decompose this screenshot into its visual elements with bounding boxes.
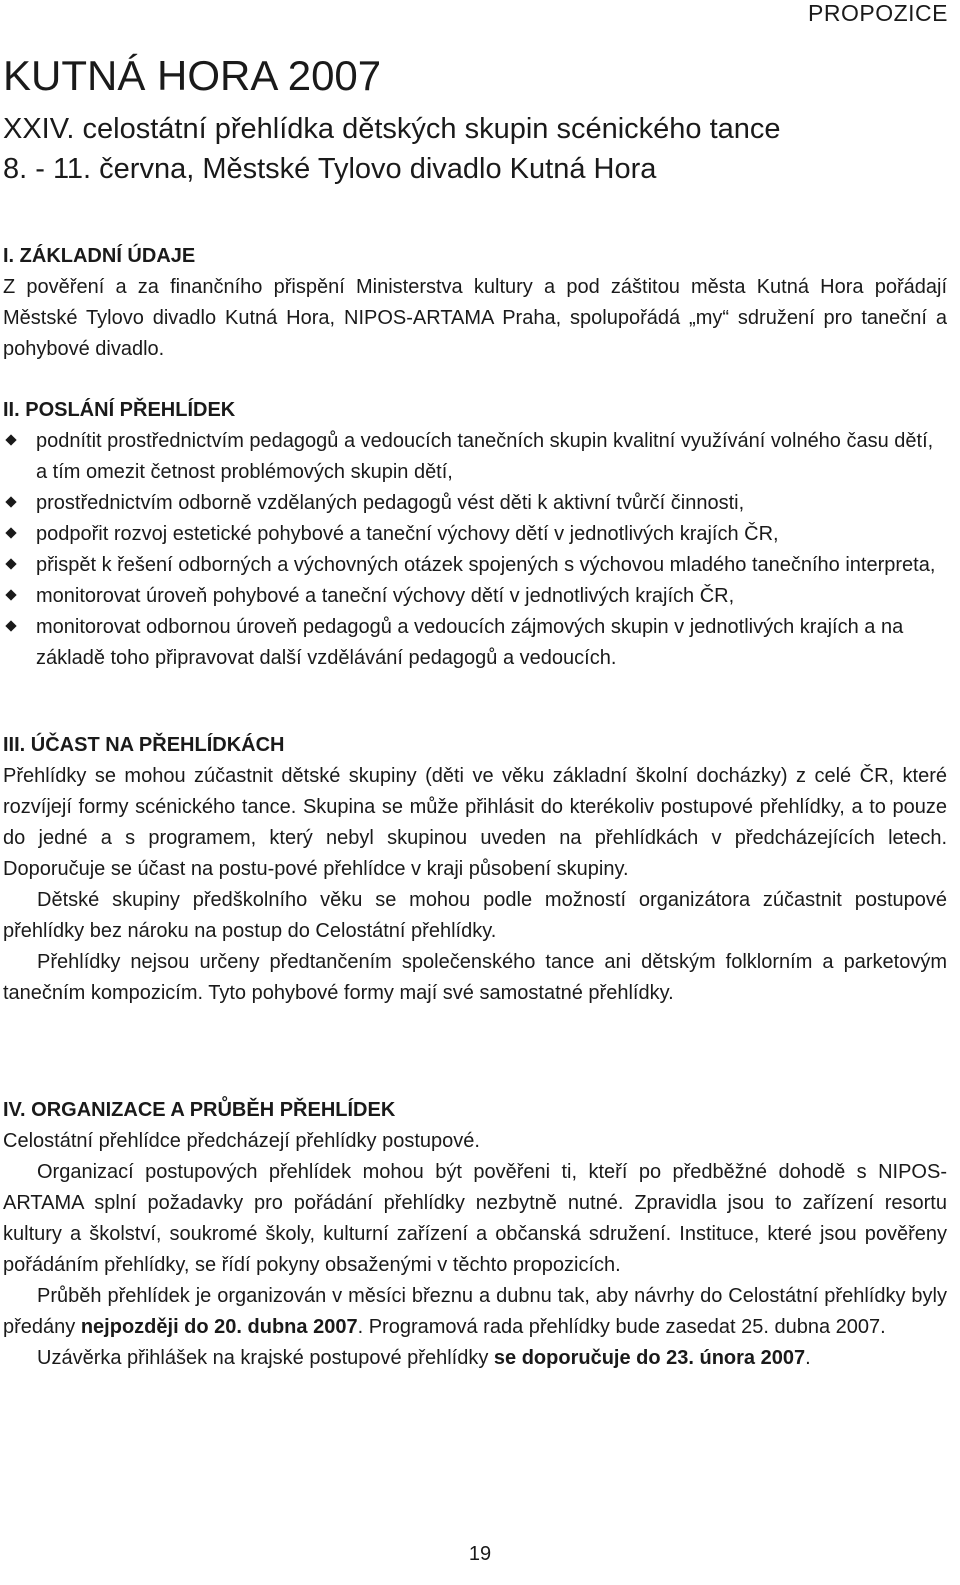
event-subtitle: XXIV. celostátní přehlídka dětských skupin scénického tance <box>3 113 781 145</box>
list-item <box>3 550 947 581</box>
section-heading: II. POSLÁNÍ PŘEHLÍDEK <box>3 399 236 421</box>
section-paragraph: Organizací postupových přehlídek mohou být pověřeni ti, kteří po předběžné dohodě s NIPOS-ARTAMA splní požadavky pro pořádání přehlídky nezbytně nutné. Zpravidla jsou to zařízení resortu kultury a školství, soukromé školy, kulturní zařízení a občanská sdružení. Instituce, které jsou pověřeny pořádáním přehlídky, se řídí pokyny obsaženými v těchto propozicích. <box>3 1161 947 1276</box>
document-category-label: PROPOZICE <box>808 0 948 26</box>
list-item <box>3 581 947 612</box>
list-item-text: podpořit rozvoj estetické pohybové a taneční výchovy dětí v jednotlivých krajích ČR, <box>36 523 779 545</box>
section-mission <box>3 395 947 674</box>
section-paragraph: Celostátní přehlídce předcházejí přehlídky postupové. <box>3 1130 480 1152</box>
text-run: Průběh přehlídek je organizován v měsíci březnu a dubnu tak, aby návrhy do Celostátní přehlídky byly předány <box>3 1285 947 1338</box>
diamond-bullet-icon <box>5 620 16 631</box>
event-date-venue: 8. - 11. června, Městské Tylovo divadlo Kutná Hora <box>3 153 657 185</box>
section-paragraph: Z pověření a za finančního přispění Ministerstva kultury a pod záštitou města Kutná Hora pořádají Městské Tylovo divadlo Kutná Hora, NIPOS-ARTAMA Praha, spolupořádá „my“ sdružení pro taneční a pohybové divadlo. <box>3 276 947 360</box>
list-item <box>3 612 947 674</box>
deadline-bold-text: nejpozději do 20. dubna 2007 <box>80 1316 358 1338</box>
page-number: 19 <box>468 1543 492 1565</box>
section-heading: III. ÚČAST NA PŘEHLÍDKÁCH <box>3 734 285 756</box>
diamond-bullet-icon <box>5 496 16 507</box>
section-paragraph: Přehlídky nejsou určeny předtančením společenského tance ani dětským folklorním a parketovým tanečním kompozicím. Tyto pohybové formy mají své samostatné přehlídky. <box>3 951 947 1004</box>
diamond-bullet-icon <box>5 558 16 569</box>
section-paragraph: Dětské skupiny předškolního věku se mohou podle možností organizátora zúčastnit postupové přehlídky bez nároku na postup do Celostátní přehlídky. <box>3 889 947 942</box>
section-paragraph <box>3 1343 947 1374</box>
document-title: KUTNÁ HORA 2007 <box>3 52 382 99</box>
diamond-bullet-icon <box>5 589 16 600</box>
section-paragraph: Přehlídky se mohou zúčastnit dětské skupiny (děti ve věku základní školní docházky) z celé ČR, které rozvíjejí formy scénického tance. Skupina se může přihlásit do kterékoliv postupové přehlídky, a to pouze do jedné a s programem, který nebyl skupinou uveden na přehlídkách v předcházejících letech. Doporučuje se účast na postu-pové přehlídce v kraji působení skupiny. <box>3 765 947 880</box>
text-run: Uzávěrka přihlášek na krajské postupové přehlídky <box>37 1347 494 1369</box>
list-item-text: monitorovat odbornou úroveň pedagogů a vedoucích zájmových skupin v jednotlivých krajích a na základě toho připravovat další vzdělávání pedagogů a vedoucích. <box>36 616 904 669</box>
section-organization <box>3 1095 947 1374</box>
section-basic-info <box>3 241 947 365</box>
section-participation <box>3 730 947 1009</box>
list-item-text: monitorovat úroveň pohybové a taneční výchovy dětí v jednotlivých krajích ČR, <box>36 585 735 607</box>
text-run: . <box>805 1347 811 1369</box>
list-item <box>3 426 947 488</box>
section-heading: IV. ORGANIZACE A PRŮBĚH PŘEHLÍDEK <box>3 1099 396 1121</box>
text-run: . Programová rada přehlídky bude zasedat 25. dubna 2007. <box>357 1316 886 1338</box>
section-heading: I. ZÁKLADNÍ ÚDAJE <box>3 245 196 267</box>
mission-list <box>3 426 947 674</box>
list-item <box>3 519 947 550</box>
section-paragraph <box>3 1281 947 1343</box>
diamond-bullet-icon <box>5 527 16 538</box>
list-item-text: podnítit prostřednictvím pedagogů a vedoucích tanečních skupin kvalitní využívání volného času dětí, a tím omezit četnost problémových skupin dětí, <box>36 430 934 483</box>
list-item <box>3 488 947 519</box>
diamond-bullet-icon <box>5 434 16 445</box>
list-item-text: prostřednictvím odborně vzdělaných pedagogů vést děti k aktivní tvůrčí činnosti, <box>36 492 745 514</box>
list-item-text: přispět k řešení odborných a výchovných otázek spojených s výchovou mladého tanečního interpreta, <box>36 554 936 576</box>
deadline-bold-text: se doporučuje do 23. února 2007 <box>493 1347 806 1369</box>
